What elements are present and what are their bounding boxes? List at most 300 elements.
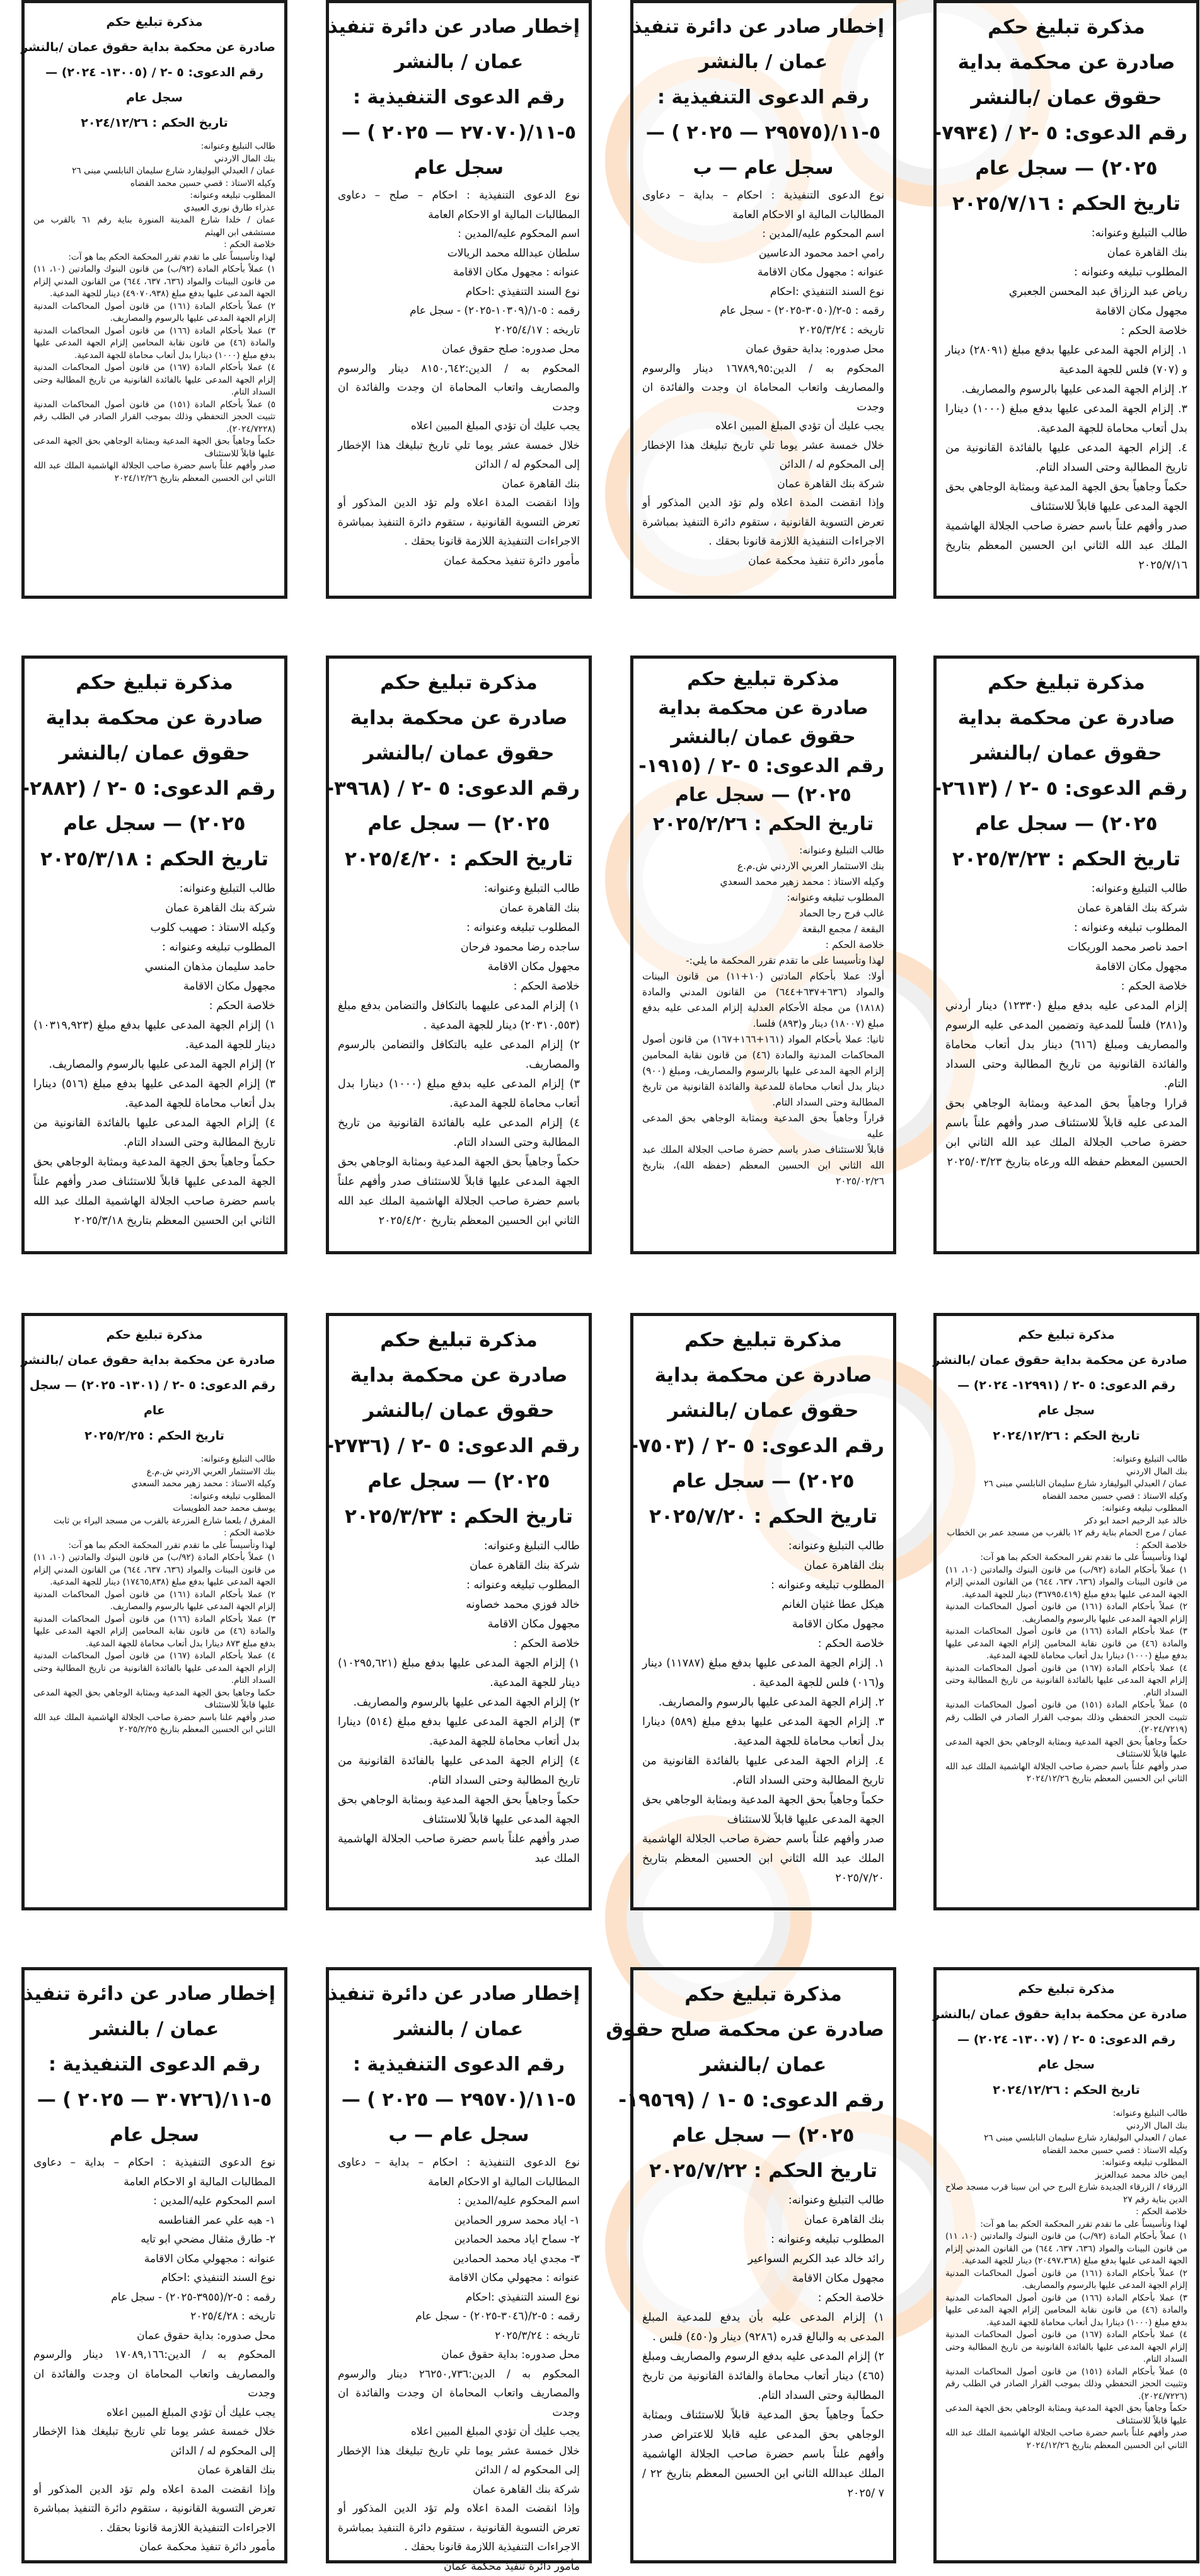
notice-body-line: بنك القاهرة عمان — [33, 2461, 275, 2480]
notice-heading-line: رقم الدعوى التنفيذية : — [33, 2047, 275, 2082]
notice-heading-line: صادرة عن محكمة صلح حقوق — [642, 2012, 884, 2047]
notice-body-line: ٣. إلزام الجهة المدعى عليها بدفع مبلغ (١٠٠٠) دينارا بدل أتعاب محاماة للجهة المدعية. — [945, 400, 1187, 439]
notice-heading-line: ٢٠٢٥) — سجل عام — [33, 806, 275, 841]
court-notice — [630, 656, 896, 1254]
notice-body-line: نوع الدعوى التنفيذية : احكام – بداية – دعاوى المطالبات المالية او الاحكام العامة — [33, 2153, 275, 2192]
notice-body-line: شركة بنك القاهرة عمان — [33, 899, 275, 918]
notice-body-line: ٤) إلزام المدعى عليه بالفائدة القانونية من تاريخ المطالبة وحتى السداد التام. — [338, 1114, 580, 1153]
notice-body-line: ١) إلزام المدعى عليه بأن يدفع للمدعية المبلغ المدعى به والبالغ قدره (٩٢٨٦) دينار و(٤٥٠) فلس . — [642, 2308, 884, 2347]
notice-heading-line: تاريخ الحكم : ٢٠٢٥/٧/٢٠ — [642, 1499, 884, 1534]
notice-body-line: رامي احمد محمود الدعاسين — [642, 244, 884, 263]
notice-body-line: المطلوب تبليغه وعنوانه : — [642, 2230, 884, 2250]
notice-heading-line: صادرة عن محكمة بداية — [642, 1358, 884, 1393]
notice-heading — [945, 1977, 1187, 2103]
notice-body-line: حكماً وجاهياً بحق المدعية قابلاً للاستئناف وبمثابة الوجاهي بحق المدعى عليه قابلا للاعتراض صدر وأفهم علناً باسم حضرة صاحب الجلالة الهاشمية الملك عبدالله الثاني ابن الحسين المعظم بتاريخ ٢٢ / ٧ /٢٠٢٥ — [642, 2406, 884, 2504]
notice-heading-line: رقم الدعوى التنفيذية : — [338, 2047, 580, 2082]
notice-body-line: رياض عبد الرزاق عبد المحسن الجعبري — [945, 282, 1187, 302]
notice-body — [338, 2153, 580, 2576]
notice-heading-line: عمان / بالنشر — [338, 2012, 580, 2047]
notice-heading-line: تاريخ الحكم : ٢٠٢٥/٤/٢٠ — [338, 841, 580, 877]
notice-body-line: مجهول مكان الاقامة — [642, 1615, 884, 1634]
notice-heading-line: صادرة عن محكمة بداية حقوق عمان /بالنشر — [33, 35, 275, 60]
court-notice — [326, 656, 592, 1254]
notice-heading-line: صادرة عن محكمة بداية حقوق عمان /بالنشر — [945, 2002, 1187, 2027]
notice-body-line: الزرقاء / الزرقاء الجديدة شارع البرج حي ابن سينا قرب مسجد صلاح الدين بناية رقم ٢٧ — [945, 2181, 1187, 2206]
notice-heading — [642, 1977, 884, 2188]
notice-body-line: أولا: عملا بأحكام المادتين (١٠+١١) من قانون البينات والمواد (٦٣٦+٦٣٧+٦٤٤) من القانون المدني والمادة (١٨١٨) من مجلة الأحكام العدلية إلزام المدعى عليه بدفع مبلغ (١٨٠٠٧) دينار و(٨٩٣) فلسا. — [642, 969, 884, 1032]
court-notice — [326, 1967, 592, 2563]
notice-body-line: مأمور دائرة تنفيذ محكمة عمان — [338, 552, 580, 571]
notice-heading-line: تاريخ الحكم : ٢٠٢٥/٣/٢٣ — [945, 841, 1187, 877]
notice-heading-line: إخطار صادر عن دائرة تنفيذ — [33, 1977, 275, 2012]
notice-body-line: ٢) عملاً بأحكام المادة (١٦١) من قانون أصول المحاكمات المدنية إلزام الجهة المدعى عليها بالرسوم والمصاريف. — [33, 301, 275, 325]
notice-heading — [945, 1322, 1187, 1448]
notice-body-line: رقمه : ٥-٢/(٣٩٥٥-٢٠٢٥) - سجل عام — [33, 2288, 275, 2307]
notice-body-line: حكماً وجاهياً بحق الجهة المدعية وبمثابة الوجاهي بحق الجهة المدعى عليها قابلاً للاستئناف — [945, 478, 1187, 517]
notice-body-line: إلزام المدعى عليه بدفع مبلغ (١٢٣٣٠) دينار أردني و(٢٨١) فلساً للمدعية وتضمين المدعى عليه الرسوم والمصاريف ومبلغ (٦١٦) دينار بدل أتعاب محاماة والفائدة القانونية من تاريخ المطالبة وحتى السداد التام. — [945, 996, 1187, 1094]
notice-body-line: خلال خمسة عشر يوما تلي تاريخ تبليغك هذا الإخطار إلى المحكوم له / الدائن — [338, 436, 580, 475]
notice-body-line: طالب التبليغ وعنوانه: — [945, 2108, 1187, 2120]
notice-body-line: خلاصة الحكم : — [33, 1527, 275, 1540]
notice-body-line: رقمه : ٥-١/(١٠٣٠٩-٢٠٢٥) - سجل عام — [338, 301, 580, 321]
notice-body-line: وكيله الاستاذ : قصي حسين محمد القضاه — [945, 2145, 1187, 2157]
notice-body-line: ٢) إلزام المدعى عليه بالتكافل والتضامن بالرسوم والمصاريف. — [338, 1036, 580, 1075]
notice-heading-line: ٢٠٢٥) — سجل عام — [642, 2118, 884, 2153]
notice-body-line: المطلوب تبليغه وعنوانه: — [33, 1491, 275, 1503]
notice-body-line: اسم المحكوم عليه/المدين : — [642, 224, 884, 244]
notice-heading-line: رقم الدعوى: ٥ -٢ / (٢٧٣٦- — [338, 1428, 580, 1464]
notice-body-line: بنك القاهرة عمان — [642, 2210, 884, 2230]
notice-heading-line: رقم الدعوى: ٥ -٢ / (٧٥٠٣- — [642, 1428, 884, 1464]
notice-body-line: ٤) إلزام الجهة المدعى عليها بالفائدة القانونية من تاريخ المطالبة وحتى السداد التام. — [33, 1114, 275, 1153]
notice-body-line: طالب التبليغ وعنوانه: — [33, 879, 275, 899]
notice-body-line: سلطان عبدالله محمد الريالات — [338, 244, 580, 263]
notice-heading-line: تاريخ الحكم : ٢٠٢٤/١٢/٢٦ — [945, 2077, 1187, 2103]
notice-body-line: طالب التبليغ وعنوانه: — [642, 1537, 884, 1556]
notice-heading-line: رقم الدعوى: ٥ -٢ / (٧٩٣٤- — [945, 115, 1187, 151]
notice-heading-line: عمان / بالنشر — [33, 2012, 275, 2047]
notice-body-line: المطلوب تبليغه وعنوانه : — [945, 918, 1187, 938]
court-notice — [933, 656, 1199, 1254]
notice-body-line: المطلوب تبليغه وعنوانه : — [338, 1576, 580, 1595]
notice-heading-line: تاريخ الحكم : ٢٠٢٤/١٢/٢٦ — [33, 110, 275, 136]
notice-body-line: عمان / مرج الحمام بناية رقم ١٢ بالقرب من مسجد عمر بن الخطاب — [945, 1527, 1187, 1540]
notice-heading-line: صادرة عن محكمة بداية حقوق عمان /بالنشر — [33, 1348, 275, 1373]
notice-heading-line: إخطار صادر عن دائرة تنفيذ — [642, 9, 884, 45]
notice-body-line: تاريخه : ٢٠٢٥/٣/٢٤ — [642, 321, 884, 340]
notice-body-line: ١- اياد محمد سرور الحمادين — [338, 2211, 580, 2231]
notice-heading — [945, 665, 1187, 877]
notice-heading — [33, 1322, 275, 1448]
notice-body-line: خلال خمسة عشر يوما تلي تاريخ تبليغك هذا الإخطار إلى المحكوم له / الدائن — [642, 436, 884, 475]
notice-body-line: ١) عملاً بأحكام المادة (٩٢/ب) من قانون البنوك والمادتين (١٠، ١١) من قانون البينات والمواد (٦٣٦، ٦٣٧، ٦٤٤) من القانون المدني إلزام الجهة المدعى عليها بدفع مبلغ (٤٩٠٧٠،٩٣٨) دينار للجهة المدعية. — [33, 263, 275, 301]
notice-body-line: المحكوم به / الدين:٢٦٢٥٠,٧٣٦ دينار والرسوم والمصاريف واتعاب المحاماة ان وجدت والفائدة ان وجدت — [338, 2365, 580, 2423]
notice-body-line: هيكل عطا غثيان الغانم — [642, 1595, 884, 1615]
notice-body-line: ٣. إلزام الجهة المدعى عليها بدفع مبلغ (٥٨٩) دينارا بدل أتعاب محاماة للجهة المدعية. — [642, 1713, 884, 1752]
court-notice — [21, 1313, 287, 1910]
notice-heading-line: سجل عام — [945, 1398, 1187, 1423]
notice-body-line: خلاصة الحكم : — [945, 977, 1187, 996]
notice-body-line: ٤) عملا بأحكام المادة (١٦٧) من قانون أصول المحاكمات المدنية إلزام الجهة المدعى عليها بالفائدة القانونية من تاريخ المطالبة وحتى السداد التام. — [33, 362, 275, 399]
notice-heading — [642, 665, 884, 839]
notice-heading-line: رقم الدعوى التنفيذية : — [338, 80, 580, 115]
notice-body-line: وإذا انقضت المدة اعلاه ولم تؤد الدين المذكور أو تعرض التسوية القانونية ، ستقوم دائرة التنفيذ بمباشرة الاجراءات التنفيذية اللازمة قانونا بحقك . — [338, 2499, 580, 2557]
notice-body-line: وكيله الاستاذ : محمد زهير محمد السعدي — [33, 1478, 275, 1491]
court-notice — [21, 0, 287, 599]
notice-body-line: خلاصة الحكم : — [338, 977, 580, 996]
notice-body-line: لهذا وتأسيساً على ما تقدم تقرر المحكمة الحكم بما هو آت: — [945, 2219, 1187, 2231]
notice-body-line: تاريخه : ٢٠٢٥/٣/٢٤ — [338, 2326, 580, 2346]
notice-body-line: ٤. إلزام الجهة المدعى عليها بالفائدة القانونية من تاريخ المطالبة وحتى السداد التام. — [642, 1752, 884, 1791]
notice-body-line: حكماً وجاهياً بحق الجهة المدعية وبمثابة الوجاهي بحق الجهة المدعى عليها قابلاً للاستئناف — [33, 436, 275, 460]
notice-body-line: نوع السند التنفيذي :احكام — [642, 282, 884, 302]
notice-body-line: اسم المحكوم عليه/المدين : — [33, 2192, 275, 2211]
notice-body-line: نوع السند التنفيذي :احكام — [33, 2268, 275, 2288]
notice-body-line: نوع الدعوى التنفيذية : احكام – بداية – دعاوى المطالبات المالية او الاحكام العامة — [642, 186, 884, 224]
notice-body-line: محل صدوره: بداية حقوق عمان — [33, 2326, 275, 2346]
notice-body-line: حكماً وجاهياً بحق الجهة المدعية وبمثابة الوجاهي بحق الجهة المدعى عليها قابلاً للاستئناف — [338, 1791, 580, 1830]
notice-body-line: عنوانه : مجهول مكان الاقامة — [642, 263, 884, 282]
notice-body-line: ساجده رضا محمود فرحان — [338, 938, 580, 957]
notice-heading-line: ٢٠٢٥) — سجل عام — [338, 806, 580, 841]
notice-body-line: وكيله الاستاذ : قصي حسين محمد القضاه — [33, 178, 275, 190]
notice-body — [945, 2108, 1187, 2452]
court-notice — [933, 1967, 1199, 2563]
notice-body-line: ٤. إلزام الجهة المدعى عليها بالفائدة القانونية من تاريخ المطالبة وحتى السداد التام. — [945, 439, 1187, 478]
court-notice — [630, 1967, 896, 2563]
notice-body-line: ٣- مجدي اياد محمد الحمادين — [338, 2250, 580, 2269]
notice-heading-line: حقوق عمان /بالنشر — [338, 736, 580, 771]
notice-heading-line: ٢٠٢٥) — سجل عام — [945, 151, 1187, 186]
notice-body-line: ٢- سماح اياد محمد الحمادين — [338, 2230, 580, 2250]
notice-heading-line: تاريخ الحكم : ٢٠٢٥/٧/١٦ — [945, 186, 1187, 221]
notice-body-line: تاريخه : ٢٠٢٥/٤/٢٨ — [33, 2307, 275, 2326]
notice-body-line: يجب عليك أن تؤدي المبلغ المبين اعلاه — [642, 417, 884, 436]
notice-heading-line: رقم الدعوى: ٥ -٢ / (٢٨٨٢- — [33, 771, 275, 806]
notice-body-line: خالد عبد الرحيم احمد ابو دكر — [945, 1515, 1187, 1528]
notice-body-line: محل صدوره: بداية حقوق عمان — [338, 2345, 580, 2365]
notice-heading-line: عمان /بالنشر — [642, 2047, 884, 2082]
notice-heading-line: تاريخ الحكم : ٢٠٢٥/٢/٢٥ — [33, 1423, 275, 1448]
notice-body-line: احمد ناصر محمد الوريكات — [945, 938, 1187, 957]
notice-body-line: نوع السند التنفيذي :احكام — [338, 2288, 580, 2307]
notice-body-line: المحكوم به / الدين:١٧٠٨٩,١٦٦ دينار والرسوم والمصاريف واتعاب المحاماة ان وجدت والفائدة ان وجدت — [33, 2345, 275, 2403]
notice-heading-line: إخطار صادر عن دائرة تنفيذ — [338, 9, 580, 45]
notice-body-line: بنك الاستثمار العربي الاردني ش.م.ع — [33, 1466, 275, 1479]
notice-heading-line: سجل عام — [33, 2118, 275, 2153]
notice-heading-line: إخطار صادر عن دائرة تنفيذ — [338, 1977, 580, 2012]
notice-body-line: صدر وأفهم علناً باسم حضرة صاحب الجلالة الهاشمية الملك عبد الله الثاني ابن الحسين المعظم بتاريخ ٢٠٢٥/٧/٢٠ — [642, 1830, 884, 1888]
notice-body-line: المطلوب تبليغه وعنوانه: — [642, 890, 884, 906]
notice-heading-line: رقم الدعوى: ٥ -٢ / (١٩١٥- — [642, 752, 884, 781]
notice-body-line: ٣) عملا بأحكام المادة (١٦٦) من قانون أصول المحاكمات المدنية والمادة (٤٦) من قانون نقابة المحامين إلزام الجهة المدعى عليها بدفع مبلغ ٨٧٣ دينارا بدل أتعاب محاماة للجهة المدعية. — [33, 1614, 275, 1651]
notice-body-line: وكيله الاستاذ : قصي حسين محمد القضاه — [945, 1491, 1187, 1503]
notice-body-line: بنك القاهرة عمان — [338, 475, 580, 494]
notice-heading-line: مذكرة تبليغ حكم — [338, 1322, 580, 1358]
notice-body-line: ١) إلزام الجهة المدعى عليها بدفع مبلغ (١٠٣١٩,٩٢٣) دينار للجهة المدعية. — [33, 1016, 275, 1055]
notice-body-line: ٤) عملا بأحكام المادة (١٦٧) من قانون أصول المحاكمات المدنية إلزام الجهة المدعى عليها بالفائدة القانونية من تاريخ المطالبة وحتى السداد التام. — [945, 2329, 1187, 2366]
notice-body-line: لهذا وتأسيساً على ما تقدم تقرر المحكمة الحكم بما هو آت: — [945, 1552, 1187, 1564]
notice-body-line: خلال خمسة عشر يوما تلي تاريخ تبليغك هذا الإخطار إلى المحكوم له / الدائن — [33, 2422, 275, 2461]
notice-heading-line: حقوق عمان /بالنشر — [33, 736, 275, 771]
notice-body-line: بنك القاهرة عمان — [945, 243, 1187, 263]
court-notice — [630, 1313, 896, 1910]
notice-body-line: ٣) عملا بأحكام المادة (١٦٦) من قانون أصول المحاكمات المدنية والمادة (٤٦) من قانون نقابة المحامين إلزام الجهة المدعى عليها بدفع مبلغ (١٠٠٠) دينارا بدل أتعاب محاماة للجهة المدعية. — [33, 325, 275, 362]
notice-heading-line: سجل عام — [945, 2052, 1187, 2077]
notice-body-line: ٢) عملا بأحكام المادة (١٦١) من قانون أصول المحاكمات المدنية إلزام الجهة المدعى عليها بالرسوم والمصاريف. — [33, 1589, 275, 1614]
notice-heading — [33, 1977, 275, 2153]
notice-body-line: ٥) عملاً بأحكام المادة (١٥١) من قانون أصول المحاكمات المدنية تثبيت الحجز التحفظي وذلك بموجب القرار الصادر في الطلب رقم (٢٠٢٤/٧٢١٩). — [945, 1699, 1187, 1736]
notice-heading-line: ٥-١١/(٣٠٧٢٦ — ٢٠٢٥ ) — — [33, 2082, 275, 2118]
notice-body-line: حكماً وجاهياً بحق الجهة المدعية وبمثابة الوجاهي بحق الجهة المدعى عليها قابلاً للاستئناف — [945, 1736, 1187, 1761]
notice-body-line: حكماً وجاهياً بحق الجهة المدعية وبمثابة الوجاهي بحق الجهة المدعى عليها قابلاً للاستئناف صدر وأفهم علناً باسم حضرة صاحب الجلالة الهاشمية الملك عبد الله الثاني ابن الحسين المعظم بتاريخ ٢٠٢٥/٤/٢٠ — [338, 1153, 580, 1231]
notice-body-line: قابلاً للاستئناف صدر باسم حضرة صاحب الجلالة الملك عبد الله الثاني ابن الحسين المعظم (حفظه الله)، بتاريخ ٢٠٢٥/٠٢/٢٦ — [642, 1142, 884, 1189]
notice-body-line: طالب التبليغ وعنوانه: — [945, 879, 1187, 899]
notice-body-line: طالب التبليغ وعنوانه: — [33, 1453, 275, 1466]
court-notice — [630, 0, 896, 599]
notice-heading-line: ٥-١١/(٢٧٠٧٠ — ٢٠٢٥ ) — — [338, 115, 580, 151]
notice-body-line: عمان / العبدلي البوليفارد شارع سليمان النابلسي مبنى ٢٦ — [33, 165, 275, 178]
notice-body-line: صدر وأفهم علناً باسم حضرة صاحب الجلالة الهاشمية الملك عبد الله الثاني ابن الحسين المعظم بتاريخ ٢٠٢٤/١٢/٢٦ — [945, 2427, 1187, 2452]
notice-body-line: طالب التبليغ وعنوانه: — [338, 1537, 580, 1556]
notice-body — [338, 1537, 580, 1869]
notice-body-line: نوع الدعوى التنفيذية : احكام – بداية – دعاوى المطالبات المالية او الاحكام العامة — [338, 2153, 580, 2192]
notice-body-line: بنك المال الاردني — [33, 153, 275, 166]
notice-heading — [338, 9, 580, 186]
notice-body-line: بنك المال الاردني — [945, 2120, 1187, 2133]
notice-heading-line: صادرة عن محكمة بداية — [945, 45, 1187, 80]
notice-body-line: ٥) عملاً بأحكام المادة (١٥١) من قانون أصول المحاكمات المدنية تثبيت الحجز التحفظي وذلك بموجب القرار الصادر في الطلب رقم (٢٠٢٤/٧٢٢٨). — [33, 399, 275, 436]
notice-body-line: خلاصة الحكم : — [945, 321, 1187, 341]
notice-body — [642, 2191, 884, 2504]
notice-body-line: المطلوب تبليغه وعنوانه : — [338, 918, 580, 938]
notice-body-line: لهذا وتأسيساً على ما تقدم تقرر المحكمة الحكم بما هو آت: — [33, 1540, 275, 1552]
notice-body-line: المطلوب تبليغه وعنوانه : — [33, 938, 275, 957]
notice-body-line: البقعة / مجمع البقعة — [642, 921, 884, 937]
notice-body — [338, 879, 580, 1231]
notice-body — [945, 1453, 1187, 1786]
notice-heading-line: رقم الدعوى: ٥ -١ / (١٩٥٦٩- — [642, 2082, 884, 2118]
notice-heading — [33, 9, 275, 136]
notice-heading-line: ٢٠٢٥) — سجل عام — [642, 1464, 884, 1499]
notice-body — [945, 879, 1187, 1172]
notice-body — [33, 879, 275, 1231]
notice-heading-line: رقم الدعوى التنفيذية : — [642, 80, 884, 115]
notice-body-line: ٢- طارق مثقال مضحي ابو تايه — [33, 2230, 275, 2250]
notice-heading — [33, 665, 275, 877]
notice-body-line: رائد خالد عبد الكريم السواعير — [642, 2250, 884, 2269]
notice-body-line: ٢. إلزام الجهة المدعى عليها بالرسوم والمصاريف. — [945, 380, 1187, 400]
notice-body-line: حكماً وجاهياً بحق الجهة المدعية وبمثابة الوجاهي بحق الجهة المدعى عليها قابلاً للاستئناف — [642, 1791, 884, 1830]
notice-body-line: ١) عملاً بأحكام المادة (٩٢/ب) من قانون البنوك والمادتين (١٠، ١١) من قانون البينات والمواد (٦٣٦، ٦٣٧، ٦٤٤) من القانون المدني إلزام الجهة المدعى عليها بدفع مبلغ (٣٦٧٩٥،٤١٩) دينار للجهة المدعية. — [945, 1564, 1187, 1602]
notice-body-line: خلاصة الحكم : — [338, 1634, 580, 1654]
notice-body-line: خلاصة الحكم : — [642, 2289, 884, 2308]
notice-body-line: نوع الدعوى التنفيذية : احكام – صلح – دعاوى المطالبات المالية او الاحكام العامة — [338, 186, 580, 224]
notice-heading-line: سجل عام — ب — [338, 2118, 580, 2153]
notice-body-line: المطلوب تبليغه وعنوانه: — [945, 1503, 1187, 1515]
notice-body-line: المفرق / بلعما شارع المزرعة بالقرب من مسجد البراء بن ثابت — [33, 1515, 275, 1528]
notice-body-line: عمان / خلدا شارع المدينة المنورة بناية رقم ٦١ بالقرب من مستشفى ابن الهيثم — [33, 214, 275, 239]
notice-heading — [642, 9, 884, 186]
notice-heading-line: رقم الدعوى: ٥ -٢ / (١٣٠١- ٢٠٢٥) — سجل — [33, 1373, 275, 1398]
notice-body-line: يجب عليك أن تؤدي المبلغ المبين اعلاه — [338, 417, 580, 436]
notice-heading-line: تاريخ الحكم : ٢٠٢٥/٣/٢٣ — [338, 1499, 580, 1534]
notice-heading-line: صادرة عن محكمة بداية — [338, 1358, 580, 1393]
notice-body-line: عمان / العبدلي البوليفارد شارع سليمان النابلسي مبنى ٢٦ — [945, 1478, 1187, 1491]
notice-body-line: مأمور دائرة تنفيذ محكمة عمان — [338, 2557, 580, 2576]
notice-body-line: ٥) عملاً بأحكام المادة (١٥١) من قانون أصول المحاكمات المدنية وتثبيت الحجز التحفظي وذلك بموجب القرار الصادر في الطلب رقم (٢٠٢٤/٧٢٢٦). — [945, 2366, 1187, 2403]
notice-body-line: بنك القاهرة عمان — [642, 1556, 884, 1576]
notice-heading-line: مذكرة تبليغ حكم — [642, 665, 884, 694]
notice-body-line: ٢) عملاً بأحكام المادة (١٦١) من قانون أصول المحاكمات المدنية إلزام الجهة المدعى عليها بالرسوم والمصاريف. — [945, 2268, 1187, 2292]
notice-body-line: مأمور دائرة تنفيذ محكمة عمان — [33, 2538, 275, 2557]
notice-body-line: غالب فرج رجا الحماد — [642, 906, 884, 921]
notice-body-line: خلاصة الحكم : — [945, 2206, 1187, 2219]
notice-body-line: يجب عليك أن تؤدي المبلغ المبين اعلاه — [33, 2403, 275, 2423]
notice-heading-line: ٥-١١/(٢٩٥٧٥ — ٢٠٢٥ ) — — [642, 115, 884, 151]
notice-body-line: قراراً وجاهياً بحق المدعية وبمثابة الوجاهي بحق المدعى عليه — [642, 1111, 884, 1142]
notice-body-line: مجهول مكان الاقامة — [642, 2269, 884, 2289]
notice-heading-line: ٢٠٢٥) — سجل عام — [945, 806, 1187, 841]
notice-body-line: بنك الاستثمار العربي الاردني ش.م.ع — [642, 858, 884, 874]
notice-heading-line: صادرة عن محكمة بداية — [33, 700, 275, 736]
notice-body — [642, 1537, 884, 1888]
notice-body — [33, 141, 275, 485]
notice-body-line: مجهول مكان الاقامة — [945, 302, 1187, 321]
notice-heading-line: مذكرة تبليغ حكم — [338, 665, 580, 700]
notice-heading-line: حقوق عمان /بالنشر — [642, 1393, 884, 1428]
notice-body-line: خلال خمسة عشر يوما تلي تاريخ تبليغك هذا الإخطار إلى المحكوم له / الدائن — [338, 2442, 580, 2480]
notice-heading-line: سجل عام — ب — [642, 151, 884, 186]
notice-heading-line: ٢٠٢٥) — سجل عام — [642, 781, 884, 810]
notice-body-line: وكيله الاستاذ : صهيب كلوب — [33, 918, 275, 938]
notice-heading-line: رقم الدعوى: ٥ -٢ / (١٣٠٠٧- ٢٠٢٤) — — [945, 2027, 1187, 2052]
notice-heading — [642, 1322, 884, 1534]
notice-body-line: صدر وأفهم علناً باسم حضرة صاحب الجلالة الهاشمية الملك عبد الله الثاني ابن الحسين المعظم بتاريخ ٢٠٢٤/١٢/٢٦ — [945, 1761, 1187, 1786]
notice-body-line: مجهول مكان الاقامة — [33, 977, 275, 996]
notice-body-line: المطلوب تبليغه وعنوانه : — [945, 263, 1187, 282]
notice-body — [33, 2153, 275, 2557]
notice-heading-line: مذكرة تبليغ حكم — [33, 665, 275, 700]
notice-body-line: قرارا وجاهياً بحق المدعية وبمثابة الوجاهي بحق المدعى عليه قابلاً للاستئناف صدر وأفهم علناً باسم حضرة صاحب الجلالة الملك عبد الله الثاني ابن الحسين المعظم حفظه الله ورعاه بتاريخ ٢٠٢٥/٠٣/٢٣ — [945, 1094, 1187, 1172]
notice-body-line: يوسف محمد حمد الطويسات — [33, 1503, 275, 1515]
notice-body-line: شركة بنك القاهرة عمان — [945, 899, 1187, 918]
notice-body-line: يجب عليك أن تؤدي المبلغ المبين اعلاه — [338, 2422, 580, 2442]
notice-heading-line: تاريخ الحكم : ٢٠٢٥/٢/٢٦ — [642, 810, 884, 839]
notice-heading-line: رقم الدعوى: ٥ -٢ / (١٢٩٩١- ٢٠٢٤) — — [945, 1373, 1187, 1398]
notice-body-line: حكما وجاهيا بحق الجهة المدعية وبمثابة الوجاهي بحق الجهة المدعى عليها قابلاً للاستئناف — [33, 1687, 275, 1712]
notice-body-line: ٢. إلزام الجهة المدعى عليها بالرسوم والمصاريف. — [642, 1693, 884, 1713]
notice-body-line: عذراء طارق نوري العبيدي — [33, 202, 275, 215]
notice-body-line: ٢) إلزام الجهة المدعى عليها بالرسوم والمصاريف. — [338, 1693, 580, 1713]
notice-heading-line: مذكرة تبليغ حكم — [33, 1322, 275, 1348]
notice-body-line: مجهول مكان الاقامة — [338, 1615, 580, 1634]
court-notice — [21, 656, 287, 1254]
notice-body-line: ١) إلزام الجهة المدعى عليها بدفع مبلغ (١٠٢٩٥,٦٢١) دينار للجهة المدعية. — [338, 1654, 580, 1693]
notice-body-line: وكيله الاستاذ : محمد زهير محمد السعدي — [642, 874, 884, 890]
court-notice — [21, 1967, 287, 2563]
notice-body — [642, 186, 884, 570]
notice-body-line: ٤) عملا بأحكام المادة (١٦٧) من قانون أصول المحاكمات المدنية إلزام الجهة المدعى عليها بالفائدة القانونية من تاريخ المطالبة وحتى السداد التام. — [945, 1663, 1187, 1700]
notice-heading-line: تاريخ الحكم : ٢٠٢٤/١٢/٢٦ — [945, 1423, 1187, 1448]
notice-heading-line: مذكرة تبليغ حكم — [33, 9, 275, 35]
court-notice — [933, 1313, 1199, 1910]
notice-body — [33, 1453, 275, 1736]
notice-body-line: بنك المال الاردني — [945, 1466, 1187, 1479]
notice-body-line: خلاصة الحكم : — [33, 239, 275, 251]
notice-body-line: صدر وأفهم علنا باسم حضرة صاحب الجلالة الهاشمية الملك عبد الله الثاني ابن الحسين المعظم بتاريخ ٢٠٢٥/٢/٢٥ — [33, 1712, 275, 1736]
notice-heading-line: سجل عام — [338, 151, 580, 186]
notice-heading-line: رقم الدعوى: ٥ -٢ / (٣٩٦٨- — [338, 771, 580, 806]
notice-body-line: عمان / العبدلي البوليفارد شارع سليمان النابلسي مبنى ٢٦ — [945, 2132, 1187, 2145]
notice-body-line: طالب التبليغ وعنوانه: — [338, 879, 580, 899]
notice-body-line: ايمن خالد محمد عبدالعزيز — [945, 2169, 1187, 2182]
notice-body-line: عنوانه : مجهولي مكان الاقامة — [338, 2268, 580, 2288]
notice-body-line: طالب التبليغ وعنوانه: — [945, 1453, 1187, 1466]
notice-heading-line: حقوق عمان /بالنشر — [338, 1393, 580, 1428]
notice-body-line: ٣) عملا بأحكام المادة (١٦٦) من قانون أصول المحاكمات المدنية والمادة (٤٦) من قانون نقابة المحامين إلزام الجهة المدعى عليها بدفع مبلغ (١٠٠٠) دينارا بدل أتعاب محاماة للجهة المدعية. — [945, 2292, 1187, 2330]
notice-body-line: ٣) إلزام الجهة المدعى عليها بدفع مبلغ (٥١٦) دينارا بدل أتعاب محاماة للجهة المدعية. — [33, 1075, 275, 1114]
notice-heading-line: حقوق عمان /بالنشر — [642, 723, 884, 752]
notice-body-line: نوع السند التنفيذي :احكام — [338, 282, 580, 302]
notice-body-line: مجهول مكان الاقامة — [945, 957, 1187, 977]
notice-body-line: خلاصة الحكم : — [642, 1634, 884, 1654]
notice-body-line: حامد سليمان مذهان المنسي — [33, 957, 275, 977]
notice-body-line: ٢) عملاً بأحكام المادة (١٦١) من قانون أصول المحاكمات المدنية إلزام الجهة المدعى عليها بالرسوم والمصاريف. — [945, 1601, 1187, 1626]
notice-heading-line: مذكرة تبليغ حكم — [642, 1322, 884, 1358]
notice-heading — [338, 1977, 580, 2153]
notice-body-line: خلاصة الحكم : — [642, 937, 884, 953]
notice-heading-line: مذكرة تبليغ حكم — [642, 1977, 884, 2012]
notice-body-line: حكماً وجاهياً بحق الجهة المدعية وبمثابة الوجاهي بحق الجهة المدعى عليها قابلاً للاستئناف — [945, 2403, 1187, 2427]
notice-body-line: المطلوب تبليغه وعنوانه: — [945, 2157, 1187, 2169]
notice-heading-line: صادرة عن محكمة بداية — [642, 694, 884, 723]
notice-body-line: وإذا انقضت المدة اعلاه ولم تؤد الدين المذكور أو تعرض التسوية القانونية ، ستقوم دائرة التنفيذ بمباشرة الاجراءات التنفيذية اللازمة قانونا بحقك . — [642, 494, 884, 552]
notice-body-line: ٣) عملا بأحكام المادة (١٦٦) من قانون أصول المحاكمات المدنية والمادة (٤٦) من قانون نقابة المحامين إلزام الجهة المدعى عليها بدفع مبلغ (١٠٠٠) دينارا بدل أتعاب محاماة للجهة المدعية. — [945, 1626, 1187, 1663]
notice-body-line: ٣) إلزام الجهة المدعى عليها بدفع مبلغ (٥١٤) دينارا بدل أتعاب محاماة للجهة المدعية. — [338, 1713, 580, 1752]
notice-body-line: تاريخه : ٢٠٢٥/٤/١٧ — [338, 321, 580, 340]
notice-body-line: ١. إلزام الجهة المدعى عليها بدفع مبلغ (١١٧٨٧) دينار و(٠١٦) فلس للجهة المدعية . — [642, 1654, 884, 1693]
notice-heading-line: مذكرة تبليغ حكم — [945, 1977, 1187, 2002]
notice-body-line: صدر وأفهم علناً باسم حضرة صاحب الجلالة الهاشمية الملك عبد الله الثاني ابن الحسين المعظم بتاريخ ٢٠٢٥/٧/١٦ — [945, 517, 1187, 575]
notice-heading-line: عمان / بالنشر — [642, 45, 884, 80]
notice-heading-line: حقوق عمان /بالنشر — [945, 736, 1187, 771]
notice-body-line: ١) إلزام المدعى عليهما بالتكافل والتضامن بدفع مبلغ (٢٠٣١٠,٥٥٣) دينار للجهة المدعية . — [338, 996, 580, 1036]
notice-body-line: ٤) إلزام الجهة المدعى عليها بالفائدة القانونية من تاريخ المطالبة وحتى السداد التام. — [338, 1752, 580, 1791]
notice-heading-line: تاريخ الحكم : ٢٠٢٥/٧/٢٢ — [642, 2153, 884, 2188]
notice-body-line: ١) عملاً بأحكام المادة (٩٢/ب) من قانون البنوك والمادتين (١٠، ١١) من قانون البينات والمواد (٦٣٦، ٦٣٧، ٦٤٤) من القانون المدني إلزام الجهة المدعى عليها بدفع مبلغ (٢٠٤٩٧،٣٦٨) دينار للجهة المدعية. — [945, 2231, 1187, 2268]
notice-body-line: مأمور دائرة تنفيذ محكمة عمان — [642, 552, 884, 571]
notice-body-line: رقمه : ٥-٢/(٣٠٤٦-٢٠٢٥) - سجل عام — [338, 2307, 580, 2326]
notice-body-line: وإذا انقضت المدة اعلاه ولم تؤد الدين المذكور أو تعرض التسوية القانونية ، ستقوم دائرة التنفيذ بمباشرة الاجراءات التنفيذية اللازمة قانونا بحقك . — [338, 494, 580, 552]
notice-body-line: ٢) إلزام المدعى عليه بدفع الرسوم والمصاريف ومبلغ (٤٦٥) دينار أتعاب محاماة والفائدة القانونية من تاريخ المطالبة وحتى السداد التام. — [642, 2347, 884, 2406]
notice-body-line: طالب التبليغ وعنوانه: — [642, 2191, 884, 2210]
notice-body — [338, 186, 580, 570]
notice-body-line: طالب التبليغ وعنوانه: — [33, 141, 275, 153]
notice-body-line: مجهول مكان الاقامة — [338, 957, 580, 977]
notice-body-line: شركة بنك القاهرة عمان — [338, 2480, 580, 2500]
notice-heading-line: صادرة عن محكمة بداية — [338, 700, 580, 736]
notice-heading-line: رقم الدعوى: ٥ -٢ / (١٣٠٠٥- ٢٠٢٤) — — [33, 60, 275, 85]
court-notice — [326, 0, 592, 599]
notice-body-line: عنوانه : مجهول مكان الاقامة — [338, 263, 580, 282]
notice-body-line: رقمه : ٥-٢/(٣٠٥٠-٢٠٢٥) - سجل عام — [642, 301, 884, 321]
notice-body-line: خلاصة الحكم : — [33, 996, 275, 1016]
notice-body-line: شركة بنك القاهرة عمان — [338, 1556, 580, 1576]
notice-body-line: صدر وأفهم علناً باسم حضرة صاحب الجلالة الهاشمية الملك عبد — [338, 1830, 580, 1869]
court-notice — [933, 0, 1199, 599]
notice-heading-line: سجل عام — [33, 85, 275, 110]
